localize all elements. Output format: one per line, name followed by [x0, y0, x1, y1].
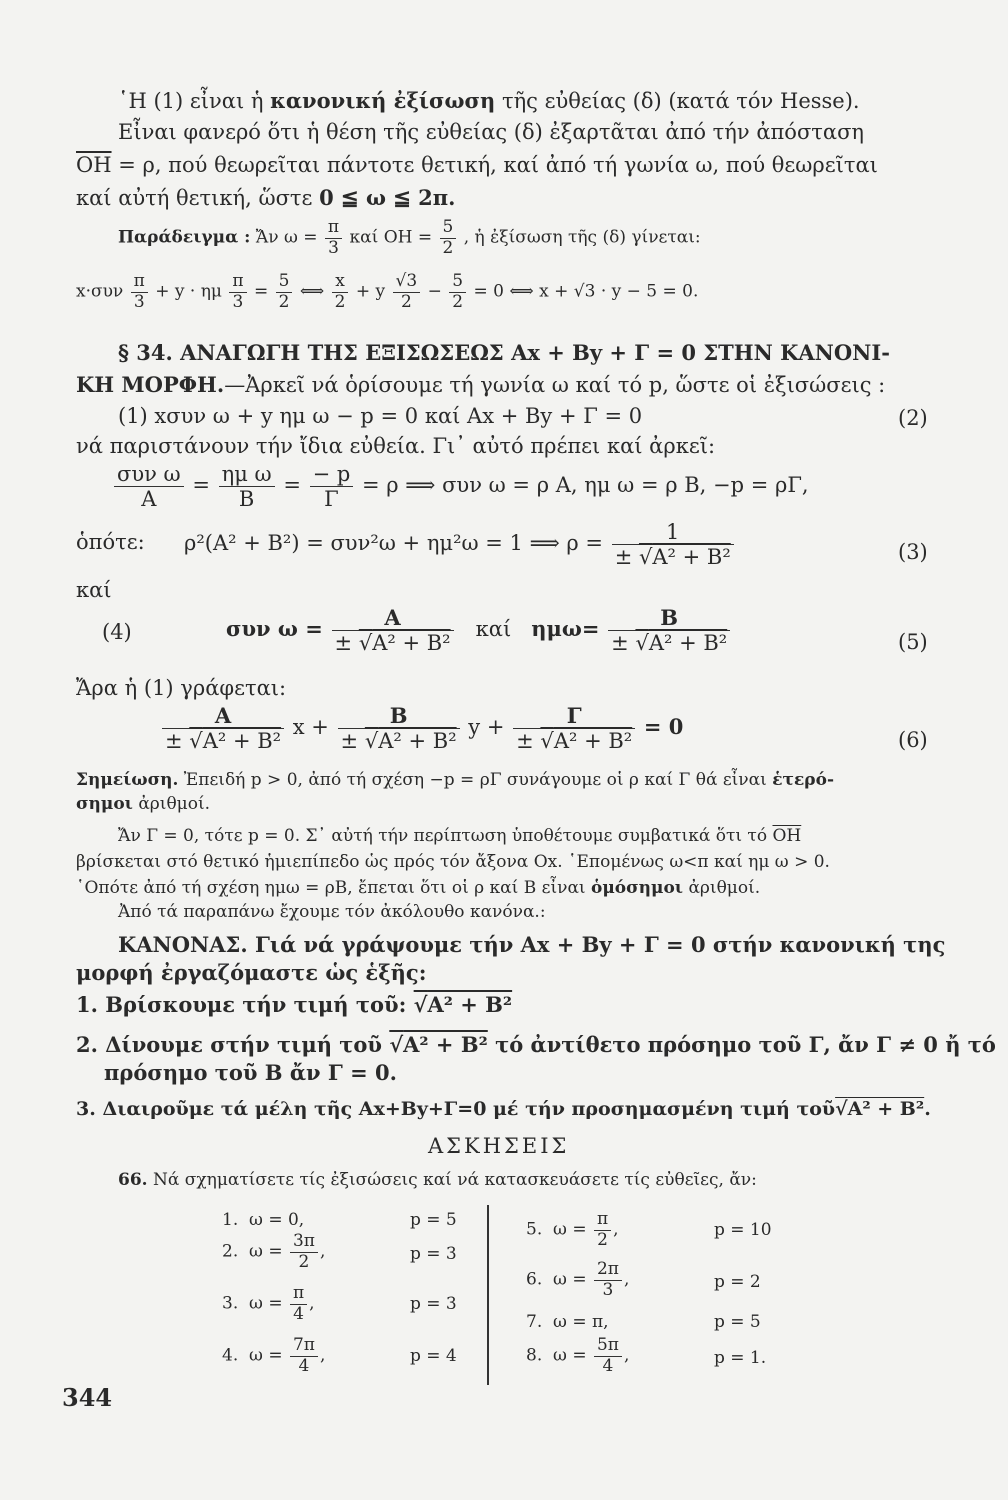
item-number: 2. — [222, 1241, 239, 1262]
exercise-item — [526, 1312, 609, 1332]
denominator: 3 — [232, 291, 244, 312]
numerator: ημ ω — [219, 462, 275, 487]
numerator: π — [325, 218, 342, 239]
exercise-item: 5. ω = $\frac{\pi}{2}$ , — [526, 1209, 619, 1250]
sqrt-expression: √ A² + B² — [189, 729, 281, 753]
text: = ρ ⟹ συν ω = ρ Α, ημ ω = ρ Β, −p = ρΓ, — [362, 473, 809, 498]
kai-label: καί — [76, 578, 112, 602]
line-1 — [118, 88, 860, 114]
fraction — [162, 704, 284, 753]
line-represent: νά παριστάνουν τήν ἴδια εὐθεία. Γι᾽ αὐτό πρέπει καί ἀρκεῖ: — [76, 434, 716, 458]
text: 1. Βρίσκουμε τήν τιμή τοῦ: — [76, 992, 407, 1017]
exercise-item — [222, 1210, 304, 1230]
pm-sign: ± — [334, 631, 353, 656]
item-number: 5. — [526, 1219, 543, 1240]
denominator: 2 — [298, 1251, 310, 1272]
text: , ἡ ἐξίσωση τῆς (δ) γίνεται: — [463, 227, 701, 248]
omega-value: ω = π, — [553, 1312, 609, 1332]
denominator: B — [238, 487, 255, 512]
fraction — [131, 272, 148, 312]
text: Ἄν ω = — [255, 227, 318, 248]
fraction — [332, 606, 454, 655]
exercise-item: 8. ω = $\frac{5\pi}{4}$ , — [526, 1335, 630, 1376]
pm-sign: ± — [614, 545, 633, 570]
denominator: 3 — [133, 291, 145, 312]
eq-number-6: (6) — [898, 728, 928, 752]
text: ῾Οπότε ἀπό τή σχέση ημω = ρΒ, ἔπεται ὅτι οἱ ρ καί Β εἶναι — [76, 878, 586, 898]
denominator: 3 — [328, 237, 339, 258]
fraction — [276, 272, 293, 312]
equation-6: $\frac{A}{\text{± √ A² + B²}}$ x + $\frac{B}{\text{± √ A² + B²}}$ y + $\frac{\Gamma}{\text{± √ A² + B²}}$ = 0 — [160, 704, 683, 753]
fraction — [594, 1210, 611, 1250]
bold-inequality: 0 ≦ ω ≦ 2π. — [319, 185, 456, 210]
text: ρ²(Α² + Β²) = συν²ω + ημ²ω = 1 ⟹ ρ = — [184, 531, 603, 556]
numerator: 5 — [440, 218, 457, 239]
numerator: π — [229, 272, 246, 293]
example-equation — [76, 272, 698, 312]
denominator: 2 — [597, 1229, 608, 1250]
pm-sign: ± — [516, 729, 534, 754]
exercise-p: p = 1. — [714, 1348, 767, 1368]
numerator: 5π — [594, 1336, 622, 1357]
exercise-item: 4. ω = $\frac{7\pi}{4}$ , — [222, 1335, 326, 1376]
text: = — [253, 281, 269, 302]
section-title: § 34. ΑΝΑΓΩΓΗ ΤΗΣ ΕΞΙΣΩΣΕΩΣ Αx + By + Γ = 0 ΣΤΗΝ ΚΑΝΟΝΙ- — [118, 340, 890, 365]
sqrt-expression: √ A² + B² — [365, 729, 457, 753]
denominator — [612, 545, 734, 569]
numerator: π — [594, 1210, 611, 1231]
eq-number-5: (5) — [898, 630, 928, 654]
note-label: Σημείωση. — [76, 770, 179, 790]
exercises-heading: ΑΣΚΗΣΕΙΣ — [428, 1134, 570, 1158]
exercise-number: 66. — [118, 1170, 148, 1190]
segment-oh: $\overline{OH}$ — [772, 826, 802, 846]
exercise-item: 2. ω = $\frac{3\pi}{2}$ , — [222, 1231, 326, 1272]
note-line-2 — [76, 794, 210, 814]
omega-value: ω = 0, — [249, 1210, 305, 1230]
sqrt-expression: √ A² + B² — [635, 631, 727, 655]
denominator — [338, 729, 460, 753]
omega-value: ω = — [249, 1241, 283, 1262]
text: ἀριθμοί. — [138, 794, 211, 814]
numerator: 1 — [612, 520, 734, 545]
note-line-6: Ἀπό τά παραπάνω ἔχουμε τόν ἀκόλουθο κανόνα.: — [118, 902, 546, 922]
equation-3 — [184, 520, 736, 569]
denominator — [162, 729, 284, 753]
eq-number-2: (2) — [898, 406, 928, 430]
exercise-item: 3. ω = $\frac{\pi}{4}$ , — [222, 1283, 315, 1324]
denominator: 4 — [293, 1303, 304, 1324]
step-3: 3. Διαιροῦμε τά μέλη τῆς Ax+By+Γ=0 μέ τήν προσημασμένη τιμή τοῦ √ A² + B². — [76, 1098, 931, 1121]
fraction — [393, 272, 421, 312]
text: x·συν — [76, 281, 124, 302]
item-number: 4. — [222, 1345, 239, 1366]
denominator — [513, 729, 635, 753]
exercise-p: p = 3 — [410, 1244, 457, 1264]
fraction — [513, 704, 635, 753]
text: τῆς εὐθείας (δ) (κατά τόν Hesse). — [501, 89, 860, 113]
numerator: 5 — [276, 272, 293, 293]
exercise-p: p = 4 — [410, 1346, 457, 1366]
denominator — [332, 631, 454, 655]
numerator: Γ — [513, 704, 635, 729]
bold-text: ὁμόσημοι — [591, 878, 684, 898]
eq-number-3: (3) — [898, 540, 928, 564]
sqrt-expression: √ A² + B² — [389, 1032, 487, 1057]
denominator: 4 — [602, 1355, 614, 1376]
exercise-item: 6. ω = $\frac{2\pi}{3}$ , — [526, 1259, 630, 1300]
exercise-p: p = 5 — [714, 1312, 761, 1332]
item-number: 7. — [526, 1312, 543, 1332]
line-4 — [76, 185, 455, 211]
bold-term: κανονική ἐξίσωση — [270, 88, 496, 113]
text: Ἐπειδή p > 0, ἀπό τή σχέση −p = ρΓ συνάγουμε οἱ ρ καί Γ θά εἶναι — [183, 770, 767, 790]
bold-text: ΚΗ ΜΟΡΦΗ. — [76, 372, 225, 397]
fraction — [594, 1260, 622, 1300]
equations-4-5 — [226, 606, 732, 655]
exercise-p: p = 2 — [714, 1272, 761, 1292]
numerator: 3π — [290, 1232, 318, 1253]
omega-value: ω = — [249, 1345, 283, 1366]
text: καί — [475, 617, 512, 642]
denominator: 2 — [442, 237, 454, 258]
denominator: 2 — [400, 291, 412, 312]
pm-sign: ± — [165, 729, 183, 754]
denominator: 3 — [602, 1279, 614, 1300]
fraction — [229, 272, 246, 312]
numerator: π — [131, 272, 148, 293]
text: Ἄν Γ = 0, τότε p = 0. Σ᾽ αὐτή τήν περίπτωση ὑποθέτουμε συμβατικά ὅτι τό — [118, 826, 768, 846]
fraction — [449, 272, 466, 312]
sqrt-expression: √ A² + B² — [540, 729, 632, 753]
denominator: 4 — [298, 1355, 310, 1376]
fraction — [310, 462, 354, 511]
text: καί αὐτή θετική, ὥστε — [76, 186, 313, 210]
item-number: 6. — [526, 1269, 543, 1290]
text: συν ω = — [226, 616, 323, 642]
bold-text: σημοι — [76, 794, 133, 814]
exercise-p: p = 3 — [410, 1294, 457, 1314]
exercise-66 — [118, 1170, 757, 1190]
note-line-5 — [76, 878, 760, 898]
ara-line: Ἄρα ἡ (1) γράφεται: — [76, 676, 287, 700]
item-number: 1. — [222, 1210, 239, 1230]
rule-heading-2: μορφή ἐργαζόμαστε ὡς ἑξῆς: — [76, 960, 427, 985]
numerator: 2π — [594, 1260, 622, 1281]
text: = ρ, πού θεωρεῖται πάντοτε θετική, καί ἀπό τή γωνία ω, πού θεωρεῖται — [118, 153, 878, 177]
text: + y — [355, 281, 386, 302]
sqrt-expression: √ A² + B² — [639, 545, 731, 569]
fraction — [332, 272, 349, 312]
denominator: A — [141, 487, 157, 512]
fraction — [325, 218, 342, 258]
denominator: Γ — [324, 487, 339, 512]
example-line — [118, 218, 701, 258]
pm-sign: ± — [340, 729, 359, 754]
item-number: 8. — [526, 1345, 543, 1366]
text: = 0 — [643, 714, 684, 740]
section-title-2 — [76, 372, 885, 398]
text: = 0 ⟺ x + √3 · y − 5 = 0. — [473, 281, 699, 302]
numerator: συν ω — [114, 462, 184, 487]
item-number: 3. — [222, 1293, 239, 1314]
numerator: π — [290, 1284, 307, 1305]
fraction — [608, 606, 730, 655]
numerator: B — [338, 704, 460, 729]
text: ⟺ — [299, 281, 325, 302]
segment-oh: $\overline{OH}$ — [76, 153, 112, 177]
numerator: A — [162, 704, 284, 729]
denominator — [608, 631, 730, 655]
pm-sign: ± — [611, 631, 629, 656]
exercise-p: p = 10 — [714, 1220, 772, 1240]
denominator: 2 — [452, 291, 464, 312]
line-3 — [76, 153, 878, 178]
numerator: B — [608, 606, 730, 631]
text: + y · ημ — [155, 281, 222, 302]
note-line-1 — [76, 770, 834, 790]
fraction — [290, 1284, 307, 1324]
numerator: √3 — [393, 272, 421, 293]
text: ημω= — [531, 616, 600, 642]
numerator: − p — [310, 462, 354, 487]
numerator: 7π — [290, 1336, 318, 1357]
fraction — [612, 520, 734, 569]
sqrt-expression: √ A² + B² — [359, 631, 451, 655]
text: ἀριθμοί. — [688, 878, 761, 898]
exercise-p: p = 5 — [410, 1210, 457, 1230]
fraction — [219, 462, 275, 511]
text: − — [427, 281, 442, 302]
omega-value: ω = — [553, 1345, 587, 1366]
omega-value: ω = — [553, 1219, 587, 1240]
text: τό ἀντίθετο πρόσημο τοῦ Γ, ἄν Γ ≠ 0 ἤ τό — [495, 1032, 996, 1057]
fraction — [290, 1232, 318, 1272]
denominator: 2 — [278, 291, 290, 312]
sqrt-expression: √ A² + B² — [835, 1098, 924, 1121]
fraction — [338, 704, 460, 753]
equations-1-2: (1) xσυν ω + y ημ ω − p = 0 καί Ax + By + Γ = 0 — [118, 404, 643, 428]
omega-value: ω = — [553, 1269, 587, 1290]
line-2: Εἶναι φανερό ὅτι ἡ θέση τῆς εὐθείας (δ) ἐξαρτᾶται ἀπό τήν ἀπόσταση — [118, 120, 865, 144]
eq-number-4: (4) — [102, 620, 132, 644]
numerator: x — [332, 272, 349, 293]
example-label: Παράδειγμα : — [118, 227, 251, 248]
step-1 — [76, 992, 512, 1017]
step-2 — [76, 1032, 996, 1057]
note-line-4: βρίσκεται στό θετικό ἡμιεπίπεδο ὡς πρός τόν ἄξονα Οx. ῾Επομένως ω<π καί ημ ω > 0. — [76, 852, 830, 872]
ratio-equation: $\frac{\text{συν ω}}{A}$ = $\frac{\text{ημ ω}}{B}$ = $\frac{- p}{\Gamma}$ = ρ ⟹ συν ω = ρ Α, ημ ω = ρ Β, −p = ρΓ, — [112, 462, 809, 511]
denominator: 2 — [334, 291, 346, 312]
text: καί ΟΗ = — [349, 227, 433, 248]
fraction — [290, 1336, 318, 1376]
bold-text: ἑτερό- — [772, 770, 834, 790]
omega-value: ω = — [249, 1293, 283, 1314]
text: 2. Δίνουμε στήν τιμή τοῦ — [76, 1032, 382, 1057]
fraction — [594, 1336, 622, 1376]
text: ῾Η (1) εἶναι ἡ — [118, 89, 264, 113]
numerator: A — [332, 606, 454, 631]
sqrt-expression: √ A² + B² — [414, 992, 512, 1017]
step-2-cont: πρόσημο τοῦ Β ἄν Γ = 0. — [104, 1060, 397, 1085]
note-line-3 — [118, 826, 801, 846]
fraction — [440, 218, 457, 258]
rule-heading: ΚΑΝΟΝΑΣ. Γιά νά γράψουμε τήν Ax + By + Γ = 0 στήν κανονική της — [118, 932, 946, 957]
page-number: 344 — [62, 1383, 113, 1412]
column-divider — [487, 1205, 489, 1385]
numerator: 5 — [449, 272, 466, 293]
text: 3. Διαιροῦμε τά μέλη τῆς Ax+By+Γ=0 μέ τήν προσημασμένη τιμή τοῦ — [76, 1098, 836, 1120]
opote-label: ὁπότε: — [76, 530, 145, 554]
fraction — [114, 462, 184, 511]
text: Νά σχηματίσετε τίς ἐξισώσεις καί νά κατασκευάσετε τίς εὐθεῖες, ἄν: — [152, 1170, 757, 1190]
text: —Ἀρκεῖ νά ὁρίσουμε τή γωνία ω καί τό p, ὥστε οἱ ἐξισώσεις : — [224, 373, 886, 397]
